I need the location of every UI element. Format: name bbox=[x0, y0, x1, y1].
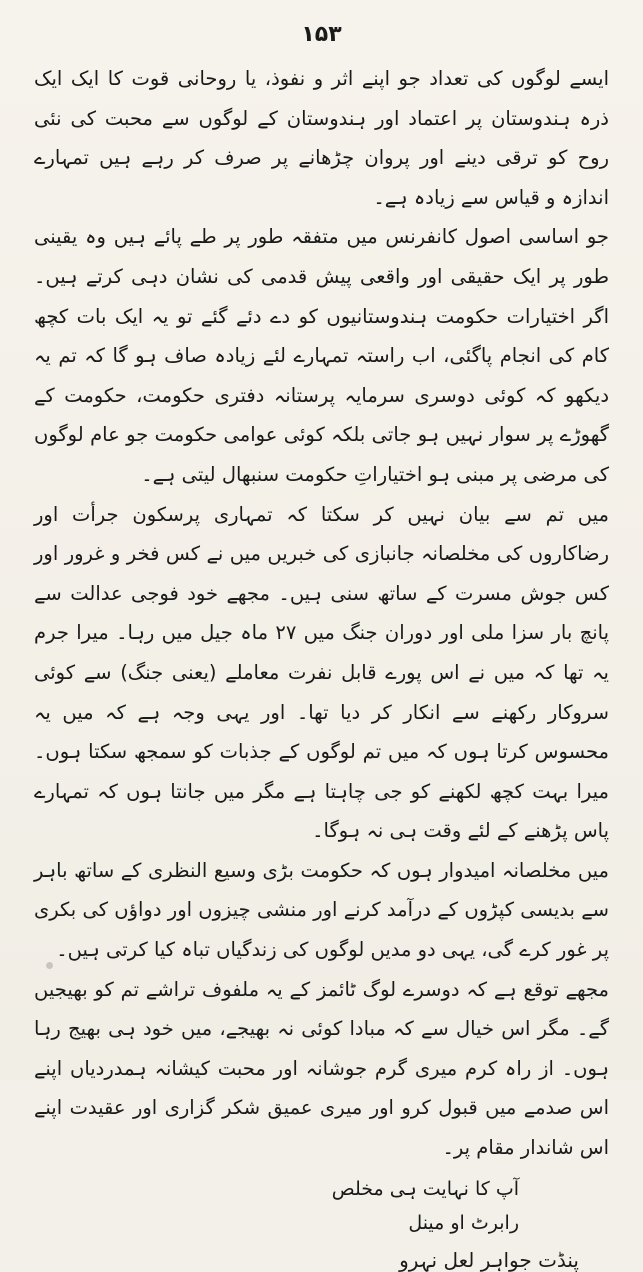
paragraph-4: میں مخلصانہ امیدوار ہوں کہ حکومت بڑی وسیع النظری کے ساتھ باہر سے بدیسی کپڑوں کے درآمد کرنے اور منشی چیزوں اور دواؤں کی بکری پر غور کرے گی، یہی دو مدیں لوگوں کی زندگیاں تباہ کیا کرتی ہیں۔ bbox=[34, 858, 609, 962]
paragraph-2: جو اساسی اصول کانفرنس میں متفقہ طور پر طے پائے ہیں وہ یقینی طور پر ایک حقیقی اور واقعی پیش قدمی کی نشان دہی کرتے ہیں۔ اگر اختیارات حکومت ہندوستانیوں کو دے دئے گئے تو یہ ایک بات کچھ کام کی انجام پاگئی، اب راستہ تمہارے لئے زیادہ صاف ہو گا کہ تم یہ دیکھو کہ کوئی دوسری سرمایہ پرستانہ دفتری حکومت، حکومت کے گھوڑے پر سوار نہیں ہو جاتی بلکہ کوئی عوامی حکومت جو عام لوگوں کی مرضی پر مبنی ہو اختیاراتِ حکومت سنبھال لیتی ہے۔ bbox=[34, 225, 609, 486]
paragraph-5: مجھے توقع ہے کہ دوسرے لوگ ٹائمز کے یہ ملفوف تراشے تم کو بھیجیں گے۔ مگر اس خیال سے کہ مبادا کوئی نہ بھیجے، میں خود ہی بھیج رہا ہوں۔ از راہ کرم میری گرم جوشانہ اور محبت کیشانہ ہمدردیاں اپنے اس صدمے میں قبول کرو اور میری عمیق شکر گزاری اور عقیدت اپنے اس شاندار مقام پر۔ bbox=[34, 977, 609, 1160]
recipient-name: پنڈت جواہر لعل نہرو bbox=[399, 1247, 579, 1272]
closing-name: رابرٹ او مینل bbox=[408, 1211, 519, 1234]
letter-closing bbox=[34, 1172, 609, 1240]
closing-salutation: آپ کا نہایت ہی مخلص bbox=[331, 1177, 519, 1200]
paragraph-1: ایسے لوگوں کی تعداد جو اپنے اثر و نفوذ، یا روحانی قوت کا ایک ایک ذرہ ہندوستان پر اعتماد اور ہندوستان کے لوگوں سے محبت کی نئی روح کو ترقی دینے اور پروان چڑھانے پر صرف کر رہے ہیں تمہارے اندازہ و قیاس سے زیادہ ہے۔ bbox=[34, 67, 609, 209]
page-number: ۱۵۳ bbox=[301, 22, 342, 47]
signature-row bbox=[34, 1248, 609, 1272]
paper-speck bbox=[46, 962, 53, 969]
letter-body bbox=[34, 59, 609, 1168]
paragraph-3: میں تم سے بیان نہیں کر سکتا کہ تمہاری پرسکون جرأت اور رضاکاروں کی مخلصانہ جانبازی کی خبریں میں نے کس فخر و غرور اور کس جوش مسرت کے ساتھ سنی ہیں۔ مجھے خود فوجی عدالت سے پانچ بار سزا ملی اور دوران جنگ میں ۲۷ ماہ جیل میں رہا۔ میرا جرم یہ تھا کہ میں نے اس پورے قابل نفرت معاملے (یعنی جنگ) سے کوئی سروکار رکھنے سے انکار کر دیا تھا۔ اور یہی وجہ ہے کہ میں یہ محسوس کرتا ہوں کہ میں تم لوگوں کے جذبات کو سمجھ سکتا ہوں۔ میرا بہت کچھ لکھنے کو جی چاہتا ہے مگر میں جانتا ہوں کہ تمہارے پاس پڑھنے کے لئے وقت ہی نہ ہوگا۔ bbox=[34, 502, 609, 843]
